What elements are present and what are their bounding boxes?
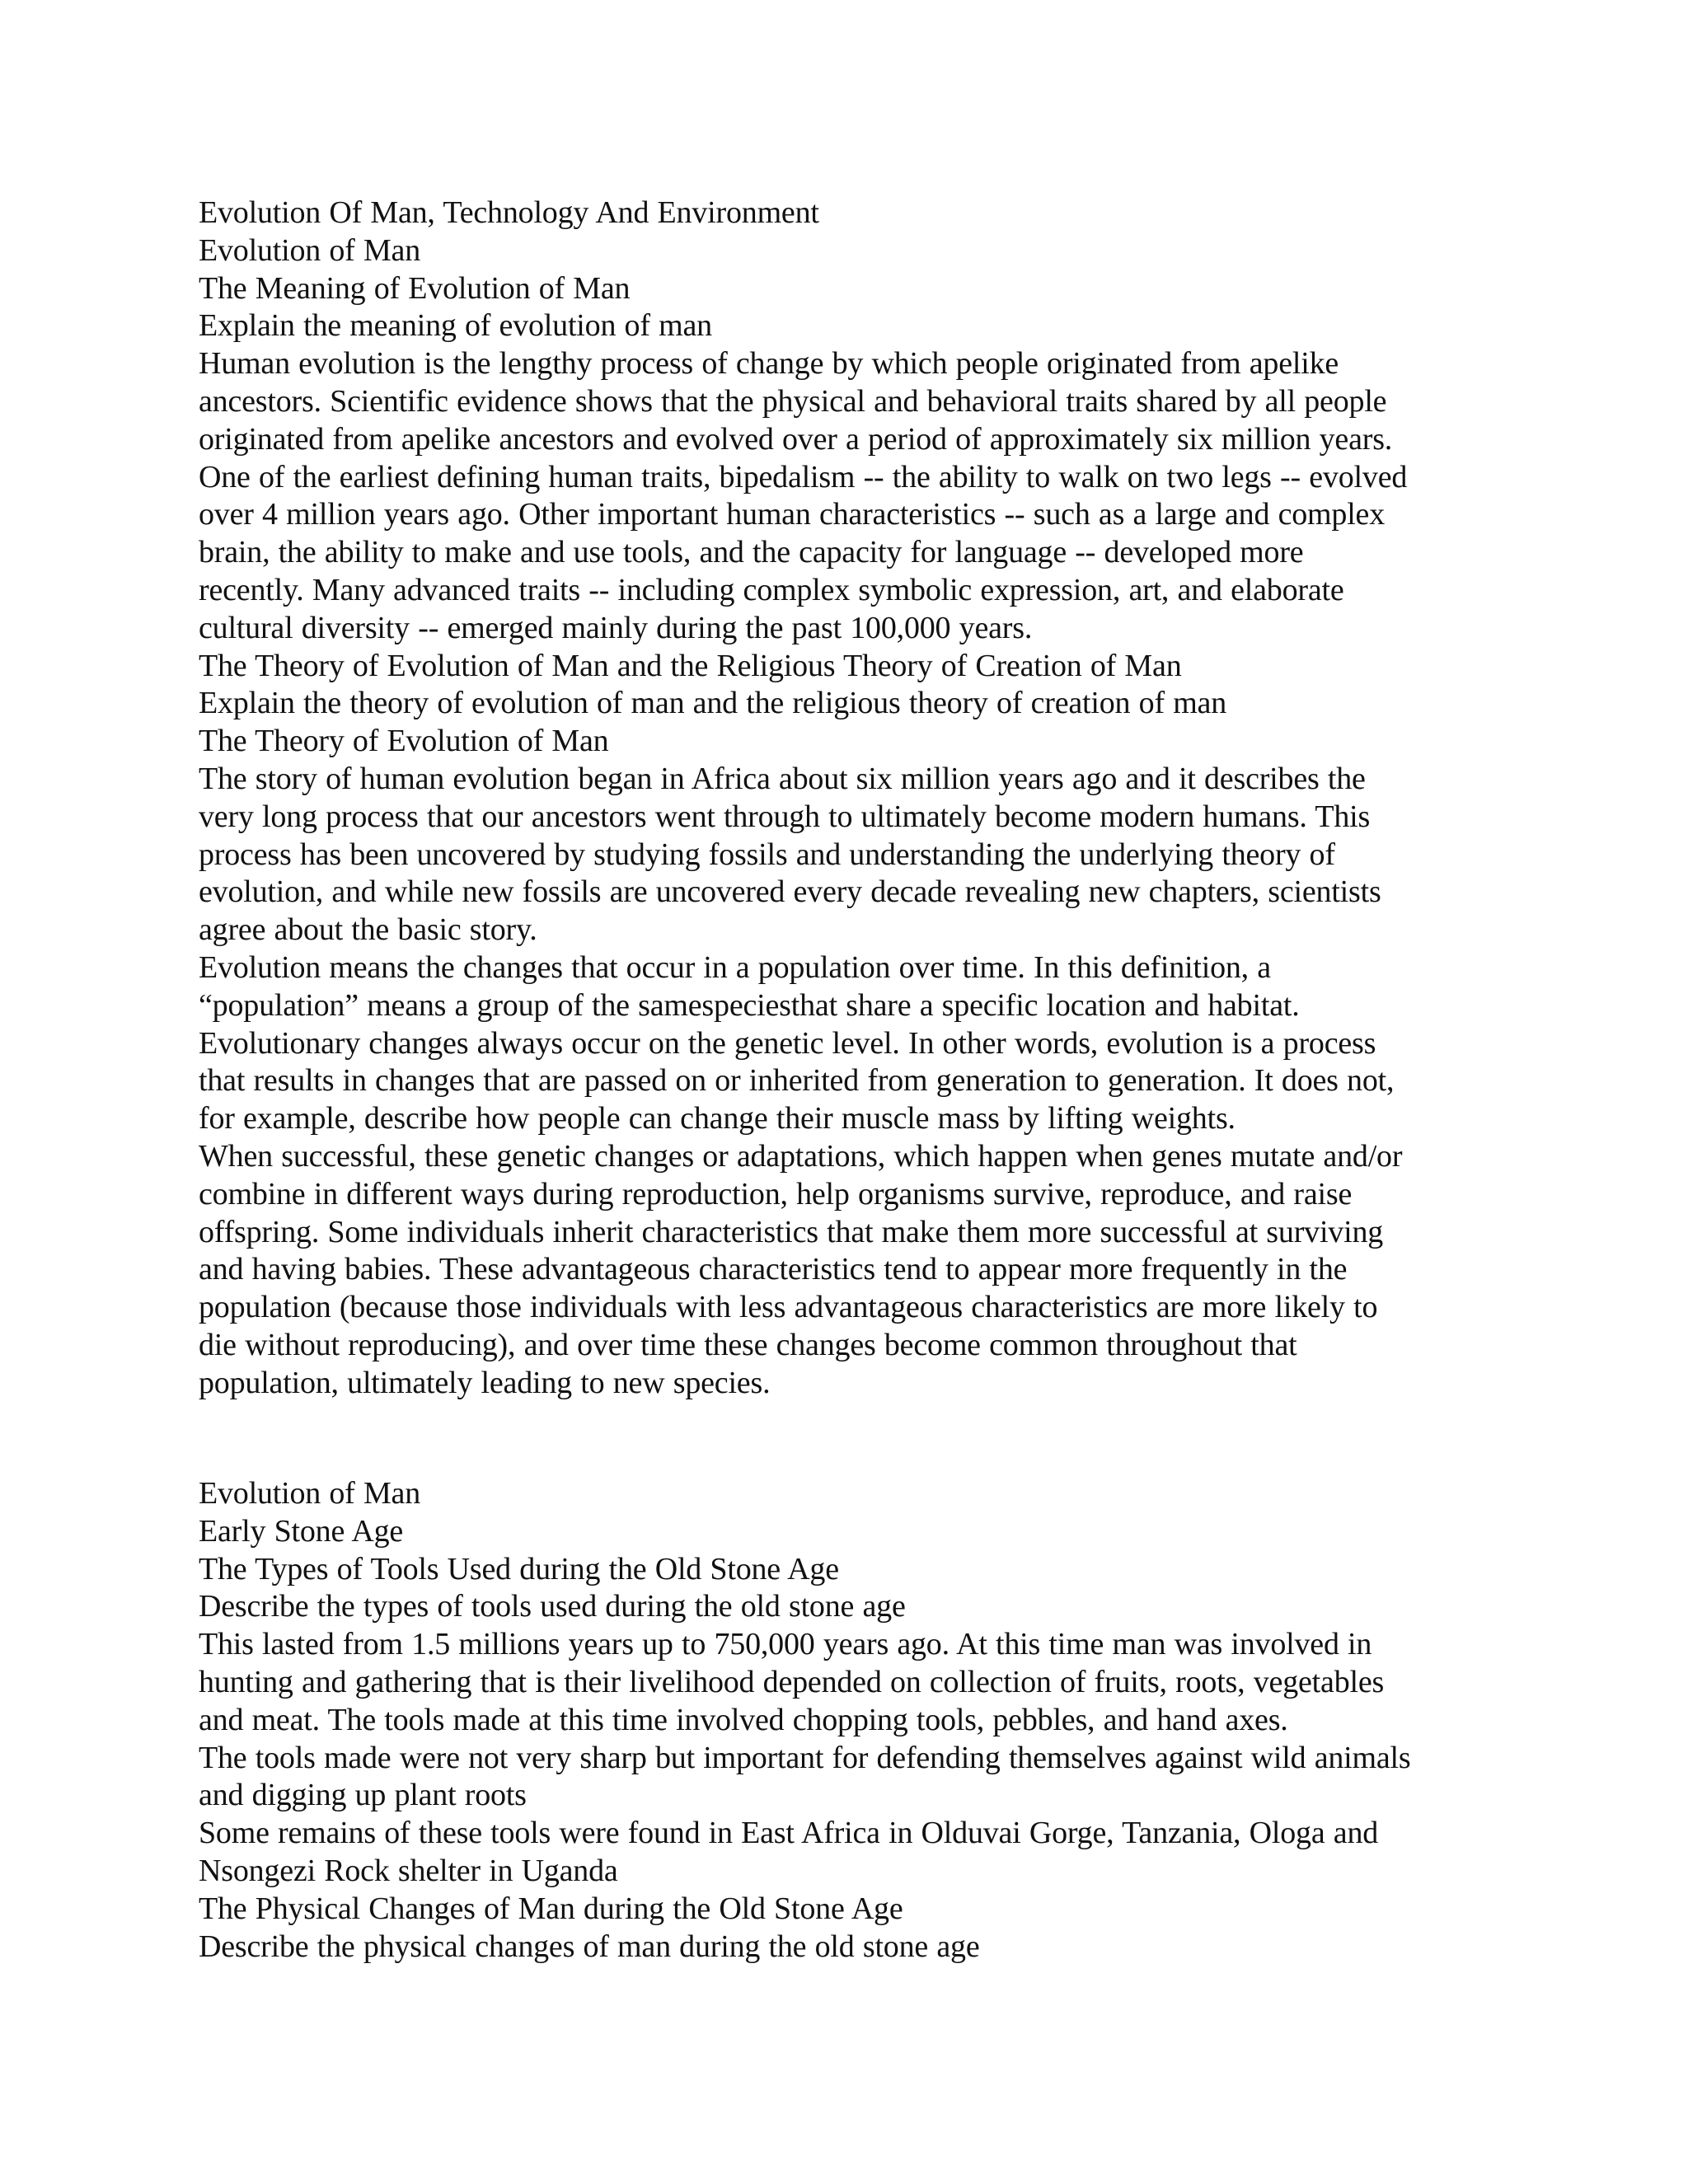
text-line: When successful, these genetic changes or adaptations, which happen when genes mutate and/or <box>199 1138 1403 1174</box>
text-line: population (because those individuals with less advantageous characteristics are more likely to <box>199 1290 1378 1325</box>
text-line: evolution, and while new fossils are uncovered every decade revealing new chapters, scientists <box>199 874 1381 910</box>
text-line: and digging up plant roots <box>199 1778 527 1813</box>
text-line: Describe the physical changes of man during the old stone age <box>199 1929 980 1964</box>
text-line: die without reproducing), and over time these changes become common throughout that <box>199 1327 1297 1362</box>
text-line: Human evolution is the lengthy process of change by which people originated from apelike <box>199 346 1339 382</box>
text-line: brain, the ability to make and use tools, and the capacity for language -- developed more <box>199 535 1304 570</box>
text-line: process has been uncovered by studying fossils and understanding the underlying theory of <box>199 837 1335 872</box>
text-line: over 4 million years ago. Other important human characteristics -- such as a large and complex <box>199 497 1386 532</box>
text-line: Explain the theory of evolution of man and the religious theory of creation of man <box>199 686 1227 721</box>
text-line: The Theory of Evolution of Man <box>199 724 609 759</box>
text-line: agree about the basic story. <box>199 912 537 948</box>
text-line: The tools made were not very sharp but important for defending themselves against wild animals <box>199 1740 1411 1775</box>
text-line: ancestors. Scientific evidence shows that the physical and behavioral traits shared by all people <box>199 383 1387 419</box>
text-line: The Meaning of Evolution of Man <box>199 270 631 306</box>
text-section-1 <box>199 194 1501 1403</box>
text-line: that results in changes that are passed on or inherited from generation to generation. It does not, <box>199 1063 1395 1099</box>
text-line: for example, describe how people can change their muscle mass by lifting weights. <box>199 1101 1236 1137</box>
text-line: Some remains of these tools were found in East Africa in Olduvai Gorge, Tanzania, Ologa and <box>199 1816 1379 1851</box>
text-line: The Theory of Evolution of Man and the Religious Theory of Creation of Man <box>199 648 1182 683</box>
text-line: Evolution means the changes that occur in a population over time. In this definition, a <box>199 949 1271 985</box>
text-line: very long process that our ancestors went through to ultimately become modern humans. This <box>199 799 1371 834</box>
text-line: hunting and gathering that is their livelihood depended on collection of fruits, roots, vegetables <box>199 1664 1385 1699</box>
text-line: population, ultimately leading to new species. <box>199 1365 771 1400</box>
text-line: Evolutionary changes always occur on the genetic level. In other words, evolution is a process <box>199 1025 1376 1061</box>
text-line: cultural diversity -- emerged mainly during the past 100,000 years. <box>199 610 1033 645</box>
text-line: offspring. Some individuals inherit characteristics that make them more successful at surviving <box>199 1214 1384 1249</box>
text-line: The Physical Changes of Man during the Old Stone Age <box>199 1891 903 1926</box>
text-line: originated from apelike ancestors and evolved over a period of approximately six million years. <box>199 421 1393 457</box>
text-line: The story of human evolution began in Africa about six million years ago and it describes the <box>199 761 1366 796</box>
text-line: Nsongezi Rock shelter in Uganda <box>199 1853 618 1888</box>
text-line: Early Stone Age <box>199 1513 404 1549</box>
text-line: combine in different ways during reproduction, help organisms survive, reproduce, and raise <box>199 1176 1353 1212</box>
text-line: recently. Many advanced traits -- including complex symbolic expression, art, and elaborate <box>199 572 1344 607</box>
text-line: Evolution of Man <box>199 1476 420 1511</box>
text-line: Evolution of Man <box>199 232 420 268</box>
text-line: and having babies. These advantageous characteristics tend to appear more frequently in the <box>199 1252 1348 1287</box>
text-line: The Types of Tools Used during the Old Stone Age <box>199 1551 839 1586</box>
text-line: “population” means a group of the samespeciesthat share a specific location and habitat. <box>199 987 1300 1023</box>
text-line: This lasted from 1.5 millions years up to 750,000 years ago. At this time man was involved in <box>199 1627 1372 1662</box>
text-line: Explain the meaning of evolution of man <box>199 308 712 344</box>
text-line: and meat. The tools made at this time involved chopping tools, pebbles, and hand axes. <box>199 1702 1288 1737</box>
text-line: Describe the types of tools used during the old stone age <box>199 1589 906 1624</box>
text-section-2 <box>199 1475 1501 1966</box>
text-line: Evolution Of Man, Technology And Environment <box>199 195 819 230</box>
text-line: One of the earliest defining human traits, bipedalism -- the ability to walk on two legs -- evolved <box>199 459 1408 494</box>
